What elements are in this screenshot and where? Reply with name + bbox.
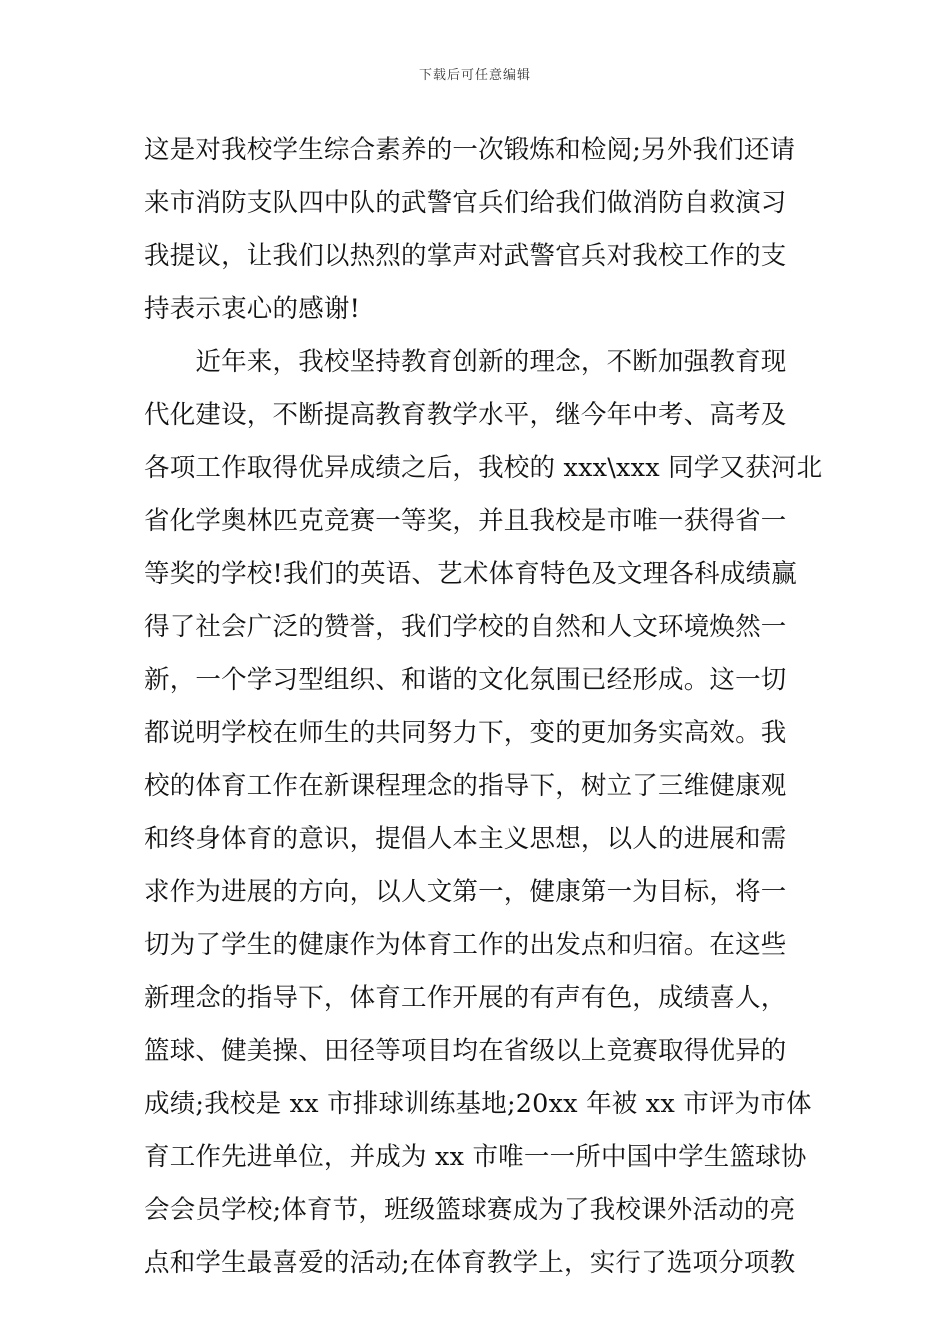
text-line: 我提议，让我们以热烈的掌声对武警官兵对我校工作的支 <box>144 241 787 271</box>
text-line: 新理念的指导下，体育工作开展的有声有色，成绩喜人， <box>144 983 787 1013</box>
text-line: 求作为进展的方向，以人文第一，健康第一为目标，将一 <box>144 877 787 907</box>
page-header: 下载后可任意编辑 <box>418 68 531 83</box>
paragraph-2 <box>144 336 823 1290</box>
text-line: 得了社会广泛的赞誉，我们学校的自然和人文环境焕然一 <box>144 612 787 642</box>
text-line: 都说明学校在师生的共同努力下，变的更加务实高效。我 <box>144 718 787 748</box>
text-line: 近年来，我校坚持教育创新的理念，不断加强教育现 <box>144 347 787 377</box>
document-body <box>144 124 823 1290</box>
text-line: 成绩;我校是 xx 市排球训练基地;20xx 年被 xx 市评为市体 <box>144 1089 812 1119</box>
text-line: 各项工作取得优异成绩之后，我校的 xxx\xxx 同学又获河北 <box>144 453 823 483</box>
text-line: 点和学生最喜爱的活动;在体育教学上，实行了选项分项教 <box>144 1248 796 1278</box>
text-line: 等奖的学校!我们的英语、艺术体育特色及文理各科成绩赢 <box>144 559 797 589</box>
text-line: 会会员学校;体育节，班级篮球赛成为了我校课外活动的亮 <box>144 1195 796 1225</box>
text-line: 切为了学生的健康作为体育工作的出发点和归宿。在这些 <box>144 930 787 960</box>
text-line: 篮球、健美操、田径等项目均在省级以上竞赛取得优异的 <box>144 1036 787 1066</box>
text-line: 这是对我校学生综合素养的一次锻炼和检阅;另外我们还请 <box>144 135 796 165</box>
text-line: 校的体育工作在新课程理念的指导下，树立了三维健康观 <box>144 771 787 801</box>
paragraph-1 <box>144 124 814 336</box>
text-line: 和终身体育的意识，提倡人本主义思想，以人的进展和需 <box>144 824 787 854</box>
text-line: 省化学奥林匹克竞赛一等奖，并且我校是市唯一获得省一 <box>144 506 787 536</box>
text-line: 来市消防支队四中队的武警官兵们给我们做消防自救演习 <box>144 188 787 218</box>
text-line: 新，一个学习型组织、和谐的文化氛围已经形成。这一切 <box>144 665 787 695</box>
text-line: 代化建设，不断提高教育教学水平，继今年中考、高考及 <box>144 400 787 430</box>
text-line: 育工作先进单位，并成为 xx 市唯一一所中国中学生篮球协 <box>144 1142 807 1172</box>
text-line: 持表示衷心的感谢! <box>144 294 361 324</box>
